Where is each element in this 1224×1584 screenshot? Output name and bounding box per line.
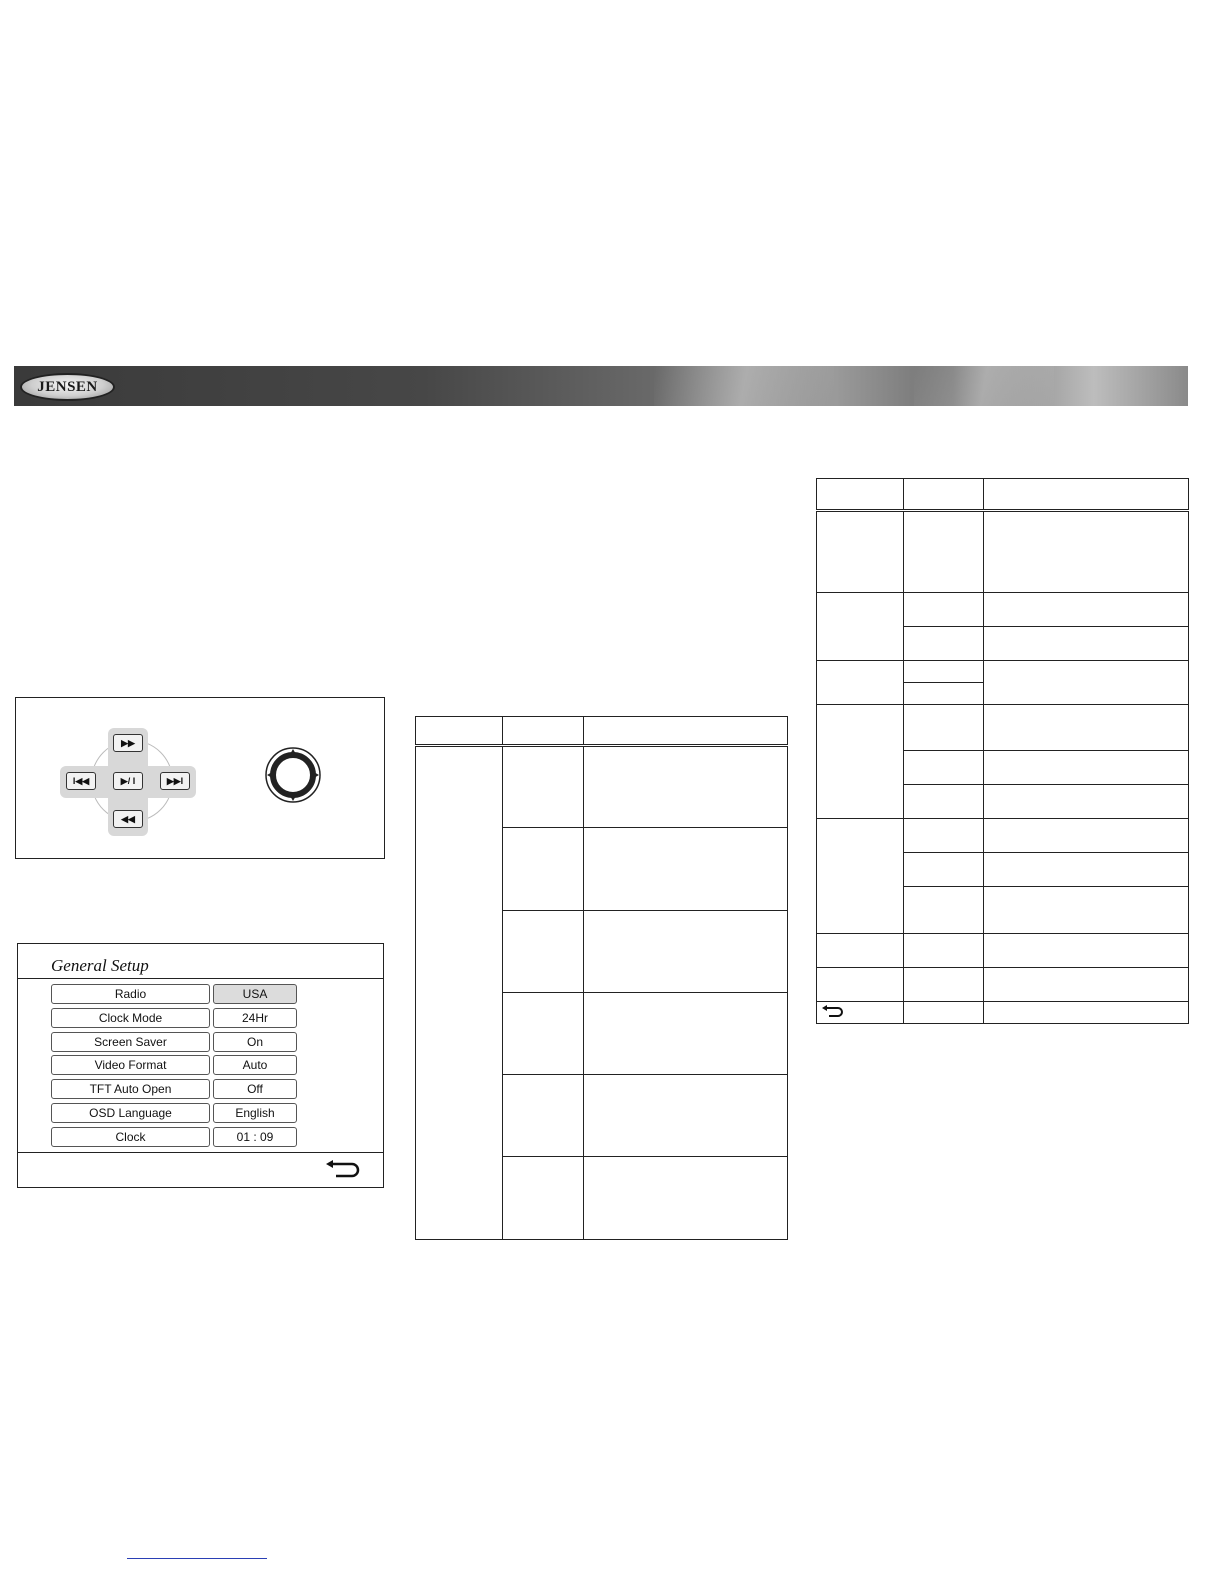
setup-row-value[interactable]: 24Hr	[213, 1008, 297, 1028]
table-cell	[584, 911, 788, 993]
setup-row-label[interactable]: Screen Saver	[51, 1032, 210, 1052]
table-cell	[817, 705, 904, 819]
table-cell	[984, 511, 1189, 593]
table-cell	[984, 853, 1189, 887]
table-cell	[416, 746, 503, 1240]
setup-row-value[interactable]: 01 : 09	[213, 1127, 297, 1147]
return-arrow-icon[interactable]	[324, 1158, 360, 1180]
play-pause-button[interactable]: ▶/ I	[113, 772, 143, 790]
header-cell	[584, 717, 788, 746]
setup-row-label[interactable]: TFT Auto Open	[51, 1079, 210, 1099]
logo-text: JENSEN	[37, 378, 98, 395]
setup-row-label[interactable]: Clock Mode	[51, 1008, 210, 1028]
table-cell	[584, 993, 788, 1075]
table-cell	[984, 887, 1189, 934]
setup-row-value[interactable]: Off	[213, 1079, 297, 1099]
table-cell	[904, 934, 984, 968]
table-cell	[503, 1157, 584, 1240]
footer-link-underline[interactable]	[127, 1558, 267, 1559]
setup-row-value[interactable]: USA	[213, 984, 297, 1004]
setup-row-value[interactable]: On	[213, 1032, 297, 1052]
setup-row-label[interactable]: Video Format	[51, 1055, 210, 1075]
table-cell	[984, 751, 1189, 785]
return-arrow-icon	[821, 1004, 845, 1018]
table-cell	[503, 828, 584, 911]
table-cell	[584, 1157, 788, 1240]
table-cell	[904, 853, 984, 887]
right-table	[816, 478, 1189, 1024]
setup-row-value[interactable]: Auto	[213, 1055, 297, 1075]
navigation-knob-icon	[264, 746, 322, 804]
title-divider	[18, 978, 383, 979]
table-cell	[984, 1002, 1189, 1024]
next-track-button[interactable]: ▶▶I	[160, 772, 190, 790]
table-cell	[503, 1075, 584, 1157]
header-cell	[503, 717, 584, 746]
jensen-logo	[20, 373, 115, 401]
table-cell	[904, 593, 984, 627]
middle-table	[415, 716, 788, 1240]
table-cell	[817, 819, 904, 934]
header-cell	[817, 479, 904, 511]
table-cell	[584, 828, 788, 911]
setup-row-label[interactable]: Clock	[51, 1127, 210, 1147]
setup-title: General Setup	[51, 956, 149, 975]
bottom-divider	[18, 1152, 383, 1153]
table-cell	[904, 627, 984, 661]
header-cell	[984, 479, 1189, 511]
table-cell	[904, 887, 984, 934]
table-cell	[904, 705, 984, 751]
general-setup-screen	[17, 943, 384, 1188]
table-cell	[904, 819, 984, 853]
table-cell	[904, 785, 984, 819]
table-cell	[904, 1002, 984, 1024]
fast-forward-button[interactable]: ▶▶	[113, 734, 143, 752]
table-cell	[984, 785, 1189, 819]
table-cell	[904, 751, 984, 785]
header-bar	[14, 366, 1188, 406]
table-cell	[904, 683, 984, 705]
table-cell	[503, 746, 584, 828]
setup-row-label[interactable]: OSD Language	[51, 1103, 210, 1123]
header-cell	[904, 479, 984, 511]
table-cell	[904, 968, 984, 1002]
previous-track-button[interactable]: I◀◀	[66, 772, 96, 790]
table-cell	[503, 911, 584, 993]
table-cell	[904, 511, 984, 593]
table-cell	[817, 661, 904, 705]
table-cell	[584, 746, 788, 828]
table-cell	[984, 627, 1189, 661]
table-cell	[984, 968, 1189, 1002]
table-cell	[984, 661, 1189, 705]
rewind-button[interactable]: ◀◀	[113, 810, 143, 828]
setup-row-value[interactable]: English	[213, 1103, 297, 1123]
table-cell	[984, 934, 1189, 968]
table-cell	[817, 593, 904, 661]
table-cell	[984, 593, 1189, 627]
table-cell	[817, 1002, 904, 1024]
table-cell	[904, 661, 984, 683]
table-cell	[503, 993, 584, 1075]
header-cell	[416, 717, 503, 746]
setup-row-label[interactable]: Radio	[51, 984, 210, 1004]
table-cell	[984, 705, 1189, 751]
table-cell	[984, 819, 1189, 853]
table-cell	[817, 934, 904, 968]
table-cell	[817, 968, 904, 1002]
table-cell	[817, 511, 904, 593]
table-cell	[584, 1075, 788, 1157]
remote-control-figure	[15, 697, 385, 859]
